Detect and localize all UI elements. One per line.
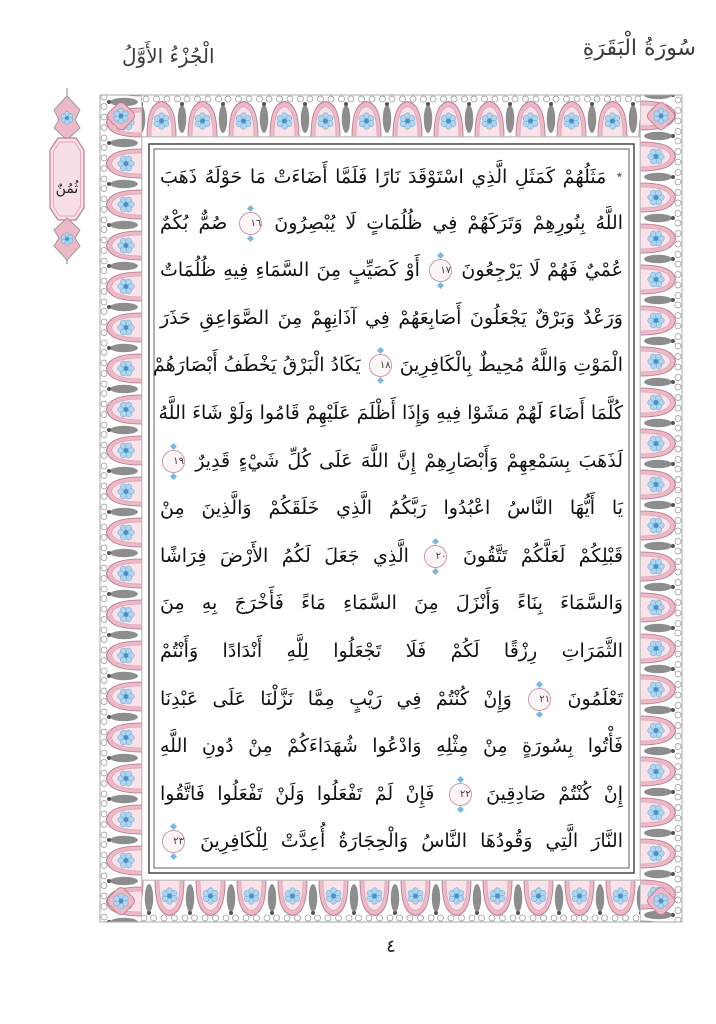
verse-marker: ١٦ (239, 212, 262, 235)
ayah-text: فَإِنْ لَمْ تَفْعَلُوا وَلَنْ تَفْعَلُوا فَاتَّقُوا (160, 782, 435, 805)
quran-line (160, 533, 623, 581)
quran-line (160, 723, 623, 771)
ayah-text: إِنْ كُنْتُمْ صَادِقِينَ (486, 782, 623, 805)
quran-line (160, 818, 623, 866)
quran-line (160, 152, 623, 200)
ayah-text: لَذَهَبَ بِسَمْعِهِمْ وَأَبْصَارِهِمْ إِنَّ اللَّهَ عَلَى كُلِّ شَيْءٍ قَدِيرٌ (195, 449, 623, 472)
ayah-text: صُمٌّ بُكْمٌ (160, 211, 228, 234)
ayah-text: يَا أَيُّهَا النَّاسُ اعْبُدُوا رَبَّكُمُ الَّذِي خَلَقَكُمْ وَالَّذِينَ مِنْ (160, 497, 623, 520)
quran-line (160, 628, 623, 676)
ayah-text: الَّذِي جَعَلَ لَكُمُ الأَرْضَ فِرَاشًا (160, 544, 409, 567)
ayah-text: وَرَعْدٌ وَبَرْقٌ يَجْعَلُونَ أَصَابِعَهُمْ فِي آذَانِهِمْ مِنَ الصَّوَاعِقِ حَذَرَ (160, 306, 623, 329)
ayah-text: النَّارَ الَّتِي وَقُودُهَا النَّاسُ وَالْحِجَارَةُ أُعِدَّتْ لِلْكَافِرِينَ (200, 830, 623, 853)
hizb-star-icon: ٭ (615, 168, 623, 183)
quran-line (160, 295, 623, 343)
verse-marker: ١٩ (162, 450, 185, 473)
ayah-text: أَوْ كَصَيِّبٍ مِنَ السَّمَاءِ فِيهِ ظُلُمَاتٌ (160, 259, 420, 282)
quran-line (160, 247, 623, 295)
thumn-label: ثُمُنٌ (55, 181, 79, 197)
ayah-text: اللَّهُ بِنُورِهِمْ وَتَرَكَهُمْ فِي ظُلُمَاتٍ لَا يُبْصِرُونَ (274, 211, 623, 234)
ayah-text: وَالسَّمَاءَ بِنَاءً وَأَنْزَلَ مِنَ السَّمَاءِ مَاءً فَأَخْرَجَ بِهِ مِنَ (160, 592, 623, 615)
quran-line (160, 390, 623, 438)
ayah-text: مَثَلُهُمْ كَمَثَلِ الَّذِي اسْتَوْقَدَ نَارًا فَلَمَّا أَضَاءَتْ مَا حَوْلَهُ ذَهَبَ (160, 166, 607, 188)
verse-marker: ٢٣ (162, 830, 185, 853)
quran-line (160, 580, 623, 628)
ayah-text: الْمَوْتِ وَاللَّهُ مُحِيطٌ بِالْكَافِرِينَ (399, 354, 623, 377)
verse-marker: ٢٠ (424, 545, 447, 568)
ayah-text: فَأْتُوا بِسُورَةٍ مِنْ مِثْلِهِ وَادْعُوا شُهَدَاءَكُمْ مِنْ دُونِ اللَّهِ (160, 735, 623, 758)
quran-line (160, 485, 623, 533)
juz-title: الْجُزْءُ الأَوَّلُ (122, 44, 215, 68)
ayah-text: كُلَّمَا أَضَاءَ لَهُمْ مَشَوْا فِيهِ وَإِذَا أَظْلَمَ عَلَيْهِمْ قَامُوا وَلَوْ شَاءَ اللَّهُ (158, 401, 623, 424)
ayah-text: قَبْلِكُمْ لَعَلَّكُمْ تَتَّقُونَ (462, 544, 623, 567)
verse-marker: ٢١ (528, 688, 551, 711)
verse-marker: ١٨ (369, 354, 392, 377)
ayah-text: وَإِنْ كُنْتُمْ فِي رَيْبٍ مِمَّا نَزَّلْنَا عَلَى عَبْدِنَا (160, 687, 512, 710)
quran-line (152, 342, 623, 390)
ayah-text: الثَّمَرَاتِ رِزْقًا لَكُمْ فَلَا تَجْعَلُوا لِلَّهِ أَنْدَادًا وَأَنْتُمْ (160, 639, 623, 662)
ayah-text: يَكَادُ الْبَرْقُ يَخْطَفُ أَبْصَارَهُمْ (152, 354, 361, 377)
quran-text-block (152, 152, 624, 867)
page-number: ٤ (386, 936, 396, 957)
quran-line (160, 676, 623, 724)
quran-line (160, 771, 623, 819)
verse-marker: ٢٢ (449, 783, 472, 806)
quran-line (160, 200, 623, 248)
ayah-text: تَعْلَمُونَ (567, 687, 624, 710)
verse-marker: ١٧ (429, 259, 452, 282)
ayah-text: عُمْيٌ فَهُمْ لَا يَرْجِعُونَ (461, 259, 623, 282)
surah-title: سُورَةُ الْبَقَرَةِ (582, 36, 696, 61)
quran-line (160, 438, 623, 486)
